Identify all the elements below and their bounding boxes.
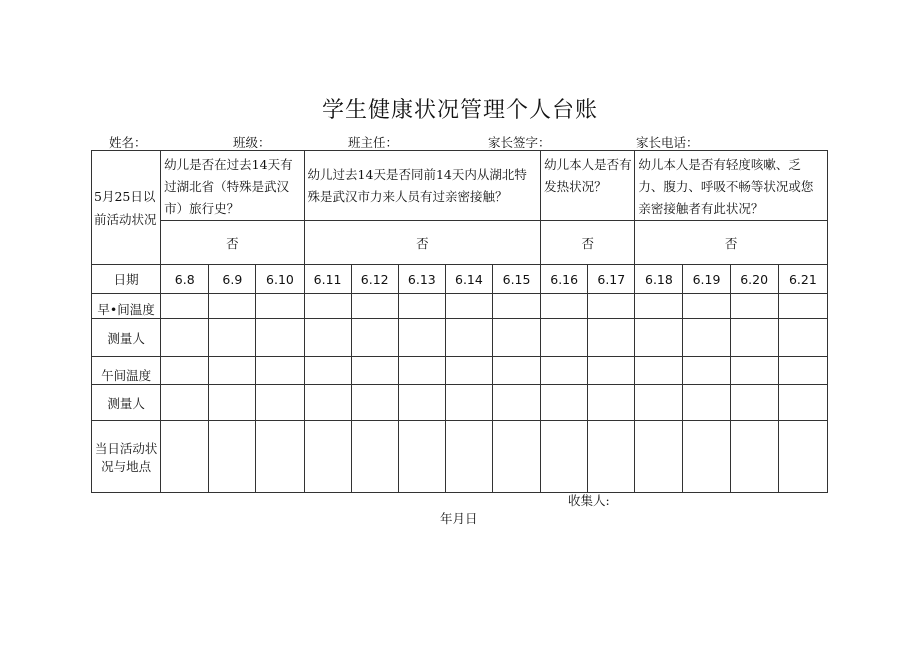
entry-cell[interactable] xyxy=(161,294,209,319)
date-cell: 6.21 xyxy=(778,265,827,294)
entry-cell[interactable] xyxy=(351,357,398,385)
entry-cell[interactable] xyxy=(304,294,351,319)
entry-cell[interactable] xyxy=(778,385,827,421)
date-label: 日期 xyxy=(92,265,161,294)
morning-temp-label: 早•间温度 xyxy=(92,294,161,319)
entry-cell[interactable] xyxy=(304,421,351,493)
entry-cell[interactable] xyxy=(351,294,398,319)
entry-cell[interactable] xyxy=(161,421,209,493)
pre-activity-label: 5月25日以前活动状况 xyxy=(92,151,161,265)
question-row xyxy=(92,151,828,221)
teacher-label: 班主任： xyxy=(348,135,399,150)
entry-cell[interactable] xyxy=(778,357,827,385)
date-cell: 6.16 xyxy=(541,265,588,294)
entry-cell[interactable] xyxy=(209,319,256,357)
date-cell: 6.20 xyxy=(730,265,778,294)
entry-cell[interactable] xyxy=(492,421,540,493)
noon-temp-label: 午间温度 xyxy=(92,357,161,385)
measurer-row-2 xyxy=(92,385,828,421)
entry-cell[interactable] xyxy=(541,421,588,493)
entry-cell[interactable] xyxy=(588,357,635,385)
entry-cell[interactable] xyxy=(541,319,588,357)
entry-cell[interactable] xyxy=(730,421,778,493)
entry-cell[interactable] xyxy=(209,357,256,385)
entry-cell[interactable] xyxy=(161,357,209,385)
entry-cell[interactable] xyxy=(304,385,351,421)
activity-label: 当日活动状况与地点 xyxy=(92,421,161,493)
entry-cell[interactable] xyxy=(209,385,256,421)
entry-cell[interactable] xyxy=(541,294,588,319)
answer-cell[interactable]: 否 xyxy=(161,221,304,265)
entry-cell[interactable] xyxy=(445,294,492,319)
entry-cell[interactable] xyxy=(256,421,304,493)
entry-cell[interactable] xyxy=(683,385,730,421)
date-cell: 6.15 xyxy=(492,265,540,294)
date-cell: 6.12 xyxy=(351,265,398,294)
entry-cell[interactable] xyxy=(304,357,351,385)
date-cell: 6.8 xyxy=(161,265,209,294)
entry-cell[interactable] xyxy=(635,319,683,357)
entry-cell[interactable] xyxy=(730,357,778,385)
date-cell: 6.10 xyxy=(256,265,304,294)
answer-cell[interactable]: 否 xyxy=(541,221,635,265)
date-cell: 6.13 xyxy=(398,265,445,294)
entry-cell[interactable] xyxy=(588,319,635,357)
entry-cell[interactable] xyxy=(398,385,445,421)
measurer-label: 测量人 xyxy=(92,385,161,421)
date-cell: 6.17 xyxy=(588,265,635,294)
entry-cell[interactable] xyxy=(398,421,445,493)
entry-cell[interactable] xyxy=(588,294,635,319)
entry-cell[interactable] xyxy=(445,421,492,493)
entry-cell[interactable] xyxy=(351,319,398,357)
date-cell: 6.11 xyxy=(304,265,351,294)
noon-temp-row xyxy=(92,357,828,385)
entry-cell[interactable] xyxy=(683,319,730,357)
question-contact-history: 幼儿过去14天是否同前14天内从湖北特殊是武汉市力来人员有过亲密接触？ xyxy=(304,151,541,221)
date-cell: 6.14 xyxy=(445,265,492,294)
parent-phone-label: 家长电话： xyxy=(636,135,699,150)
question-symptoms: 幼儿本人是否有轻度咳嗽、乏力、腹力、呼吸不畅等状况或您亲密接触者有此状况？ xyxy=(635,151,828,221)
entry-cell[interactable] xyxy=(683,357,730,385)
answer-row xyxy=(92,221,828,265)
entry-cell[interactable] xyxy=(541,385,588,421)
answer-cell[interactable]: 否 xyxy=(635,221,828,265)
entry-cell[interactable] xyxy=(398,294,445,319)
date-row xyxy=(92,265,828,294)
class-label: 班级： xyxy=(233,135,271,150)
entry-cell[interactable] xyxy=(256,357,304,385)
entry-cell[interactable] xyxy=(209,421,256,493)
name-label: 姓名： xyxy=(109,135,147,150)
entry-cell[interactable] xyxy=(351,385,398,421)
morning-temp-row xyxy=(92,294,828,319)
entry-cell[interactable] xyxy=(635,421,683,493)
question-travel-history: 幼儿是否在过去14天有过湖北省（特殊是武汉市）旅行史？ xyxy=(161,151,304,221)
page-title: 学生健康状况管理个人台账 xyxy=(321,98,598,123)
activity-row xyxy=(92,421,828,493)
entry-cell[interactable] xyxy=(256,319,304,357)
parent-sign-label: 家长签字： xyxy=(488,135,551,150)
entry-cell[interactable] xyxy=(683,294,730,319)
date-cell: 6.9 xyxy=(209,265,256,294)
entry-cell[interactable] xyxy=(635,385,683,421)
entry-cell[interactable] xyxy=(683,421,730,493)
collector-label: 收集人: xyxy=(568,493,610,508)
entry-cell[interactable] xyxy=(635,357,683,385)
entry-cell[interactable] xyxy=(398,319,445,357)
entry-cell[interactable] xyxy=(209,294,256,319)
entry-cell[interactable] xyxy=(445,357,492,385)
entry-cell[interactable] xyxy=(161,385,209,421)
entry-cell[interactable] xyxy=(492,294,540,319)
entry-cell[interactable] xyxy=(304,319,351,357)
entry-cell[interactable] xyxy=(492,385,540,421)
entry-cell[interactable] xyxy=(351,421,398,493)
entry-cell[interactable] xyxy=(445,319,492,357)
entry-cell[interactable] xyxy=(730,319,778,357)
entry-cell[interactable] xyxy=(588,385,635,421)
health-ledger-table xyxy=(91,150,828,493)
entry-cell[interactable] xyxy=(635,294,683,319)
entry-cell[interactable] xyxy=(730,385,778,421)
date-cell: 6.18 xyxy=(635,265,683,294)
entry-cell[interactable] xyxy=(730,294,778,319)
date-footer-label: 年月日 xyxy=(440,511,478,526)
entry-cell[interactable] xyxy=(588,421,635,493)
entry-cell[interactable] xyxy=(161,319,209,357)
entry-cell[interactable] xyxy=(492,357,540,385)
entry-cell[interactable] xyxy=(445,385,492,421)
measurer-row-1 xyxy=(92,319,828,357)
entry-cell[interactable] xyxy=(256,294,304,319)
entry-cell[interactable] xyxy=(778,319,827,357)
entry-cell[interactable] xyxy=(256,385,304,421)
question-fever: 幼儿本人是否有发热状况？ xyxy=(541,151,635,221)
answer-cell[interactable]: 否 xyxy=(304,221,541,265)
date-cell: 6.19 xyxy=(683,265,730,294)
measurer-label: 测量人 xyxy=(92,319,161,357)
entry-cell[interactable] xyxy=(778,421,827,493)
entry-cell[interactable] xyxy=(778,294,827,319)
entry-cell[interactable] xyxy=(492,319,540,357)
entry-cell[interactable] xyxy=(398,357,445,385)
entry-cell[interactable] xyxy=(541,357,588,385)
